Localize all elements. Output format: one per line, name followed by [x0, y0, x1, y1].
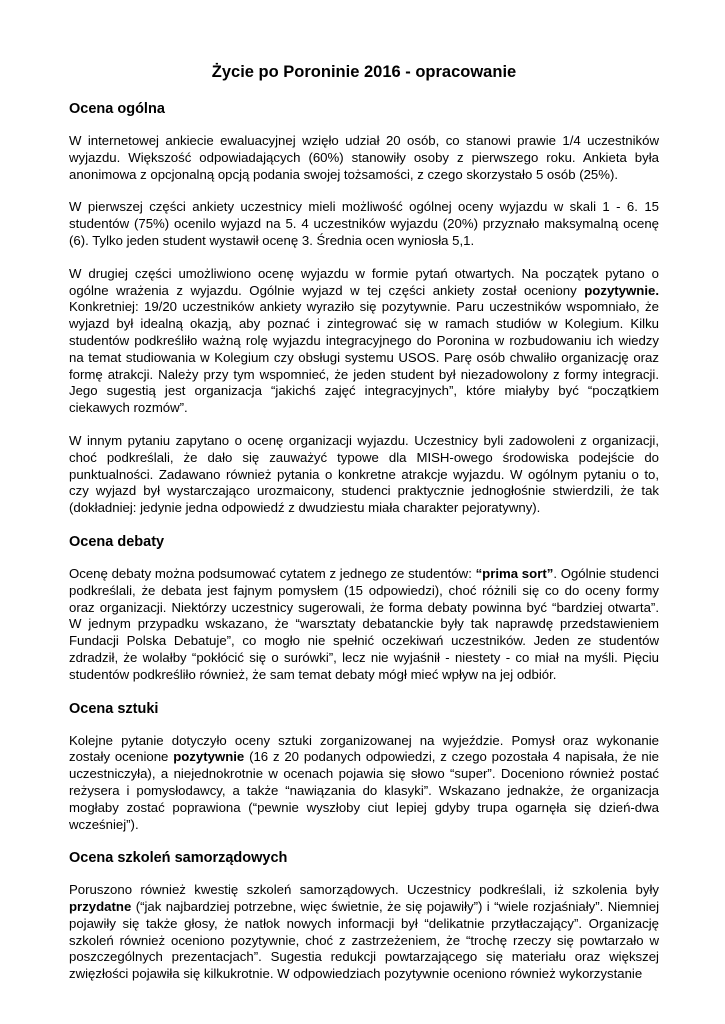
- page-title: Życie po Poroninie 2016 - opracowanie: [211, 63, 517, 81]
- section-heading: Ocena ogólna: [69, 101, 165, 117]
- section-heading: Ocena debaty: [69, 533, 165, 550]
- bold-text-run: “prima sort”: [475, 565, 554, 581]
- text-run: Konkretniej: 19/20 uczestników ankiety wyraziło się pozytywnie. Paru uczestników wspomniało, że wyjazd był idealną okazją, aby poznać i zintegrować się w ramach studiów w Kolegium. Kilku studentów podkreśliło ważną rolę wyjazdu integracyjnego do Poronina w rozbudowaniu ich wiedzy na temat studiowania w Kolegium czy obsługi systemu USOS. Parę osób chwaliło organizację oraz formę atrakcji. Należy przy tym wspomnieć, że jeden student był niezadowolony z formy integracji. Jego sugestią jest organizacja “jakichś zajęć integracyjnych”, które miałyby być “początkiem ciekawych rozmów”.: [69, 299, 659, 416]
- text-run: (“jak najbardziej potrzebne, więc świetnie, że się pojawiły”) i “wiele rozjaśniały”. Niemniej pojawiły się także głosy, że natłok nowych informacji był “delikatnie przytłaczający”. Organizację szkoleń również oceniono pozytywnie, choć z zastrzeżeniem, że “trochę rzeczy się powtarzało w poszczególnych prezentacjach”. Sugestia redukcji powtarzającego się materiału oraz większej zwięzłości pojawiła się kilkukrotnie. W odpowiedziach pozytywnie oceniono również wykorzystanie: [69, 899, 659, 982]
- text-run: Poruszono również kwestię szkoleń samorządowych. Uczestnicy podkreślali, iż szkolenia były: [69, 882, 659, 898]
- bold-text-run: pozytywnie.: [584, 282, 659, 298]
- paragraph: [69, 266, 659, 417]
- section-heading: Ocena sztuki: [69, 700, 159, 717]
- section: [69, 533, 659, 684]
- paragraph: [69, 566, 659, 684]
- section-heading: Ocena szkoleń samorządowych: [69, 850, 288, 867]
- paragraph: [69, 433, 659, 517]
- section: [69, 849, 659, 983]
- text-run: W innym pytaniu zapytano o ocenę organizacji wyjazdu. Uczestnicy byli zadowoleni z organizacji, choć podkreślali, że dało się zauważyć typowe dla MISH-owego środowiska podejście do punktualności. Zadawano również pytania o konkretne atrakcje wyjazdu. W ogólnym pytaniu o to, czy wyjazd był wystarczająco urozmaicony, studenci praktycznie jednogłośnie stwierdzili, że tak (dokładniej: jedynie jedna odpowiedź z dwudziestu miała charakter pejoratywny).: [69, 432, 659, 516]
- document-body: [69, 100, 659, 983]
- bold-text-run: pozytywnie: [173, 749, 245, 765]
- paragraph: [69, 882, 659, 983]
- text-run: Kolejne pytanie dotyczyło oceny sztuki zorganizowanej na wyjeździe. Pomysł oraz wykonanie zostały ocenione: [69, 732, 659, 765]
- paragraph: [69, 199, 659, 249]
- paragraph: [69, 133, 659, 183]
- text-run: . Ogólnie studenci podkreślali, że debata jest fajnym pomysłem (15 odpowiedzi), choć różnili się co do oceny formy oraz organizacji. Niektórzy uczestnicy sugerowali, że forma debaty powinna być “bardziej otwarta”. W jednym przypadku wskazano, że “warsztaty debatanckie były tak naprawdę przedstawieniem Fundacji Polska Debatuje”, co mogło nie spełnić oczekiwań uczestników. Jeden ze studentów zdradził, że wolałby “pokłócić się o surówki”, lecz nie wyjaśnił - niestety - co miał na myśli. Pięciu studentów podkreśliło również, że sam temat debaty mógł mieć wpływ na jej odbiór.: [69, 565, 659, 682]
- text-run: W internetowej ankiecie ewaluacyjnej wzięło udział 20 osób, co stanowi prawie 1/4 uczestników wyjazdu. Większość odpowiadających (60%) stanowiły osoby z pierwszego roku. Ankieta była anonimowa z opcjonalną opcją podania swojej tożsamości, z czego skorzystało 5 osób (25%).: [69, 133, 659, 182]
- section: [69, 100, 659, 517]
- text-run: Ocenę debaty można podsumować cytatem z jednego ze studentów:: [69, 565, 476, 581]
- text-run: W pierwszej części ankiety uczestnicy mieli możliwość ogólnej oceny wyjazdu w skali 1 - 6. 15 studentów (75%) ocenilo wyjazd na 5. 4 uczestników wyjazdu (20%) przyznało maksymalną ocenę (6). Tylko jeden student wystawił ocenę 3. Średnia ocen wyniosła 5,1.: [69, 199, 659, 248]
- section: [69, 700, 659, 834]
- text-run: W drugiej części umożliwiono ocenę wyjazdu w formie pytań otwartych. Na początek pytano o ogólne wrażenia z wyjazdu. Ogólnie wyjazd w tej części ankiety został oceniony: [69, 265, 659, 298]
- text-run: (16 z 20 podanych odpowiedzi, z czego pozostała 4 napisała, że nie uczestniczyła), a niejednokrotnie w ocenach pojawia się słowo “super”. Doceniono również postać reżysera i pomysłodawcy, a także “nawiązania do klasyki”. Wskazano jednakże, że organizacja mogłaby zostać poprawiona (“pewnie wyszłoby ciut lepiej gdyby trupa ogarnęła się dzień-dwa wcześniej”).: [69, 749, 659, 832]
- document-page: [69, 62, 659, 999]
- paragraph: [69, 733, 659, 834]
- bold-text-run: przydatne: [69, 899, 132, 915]
